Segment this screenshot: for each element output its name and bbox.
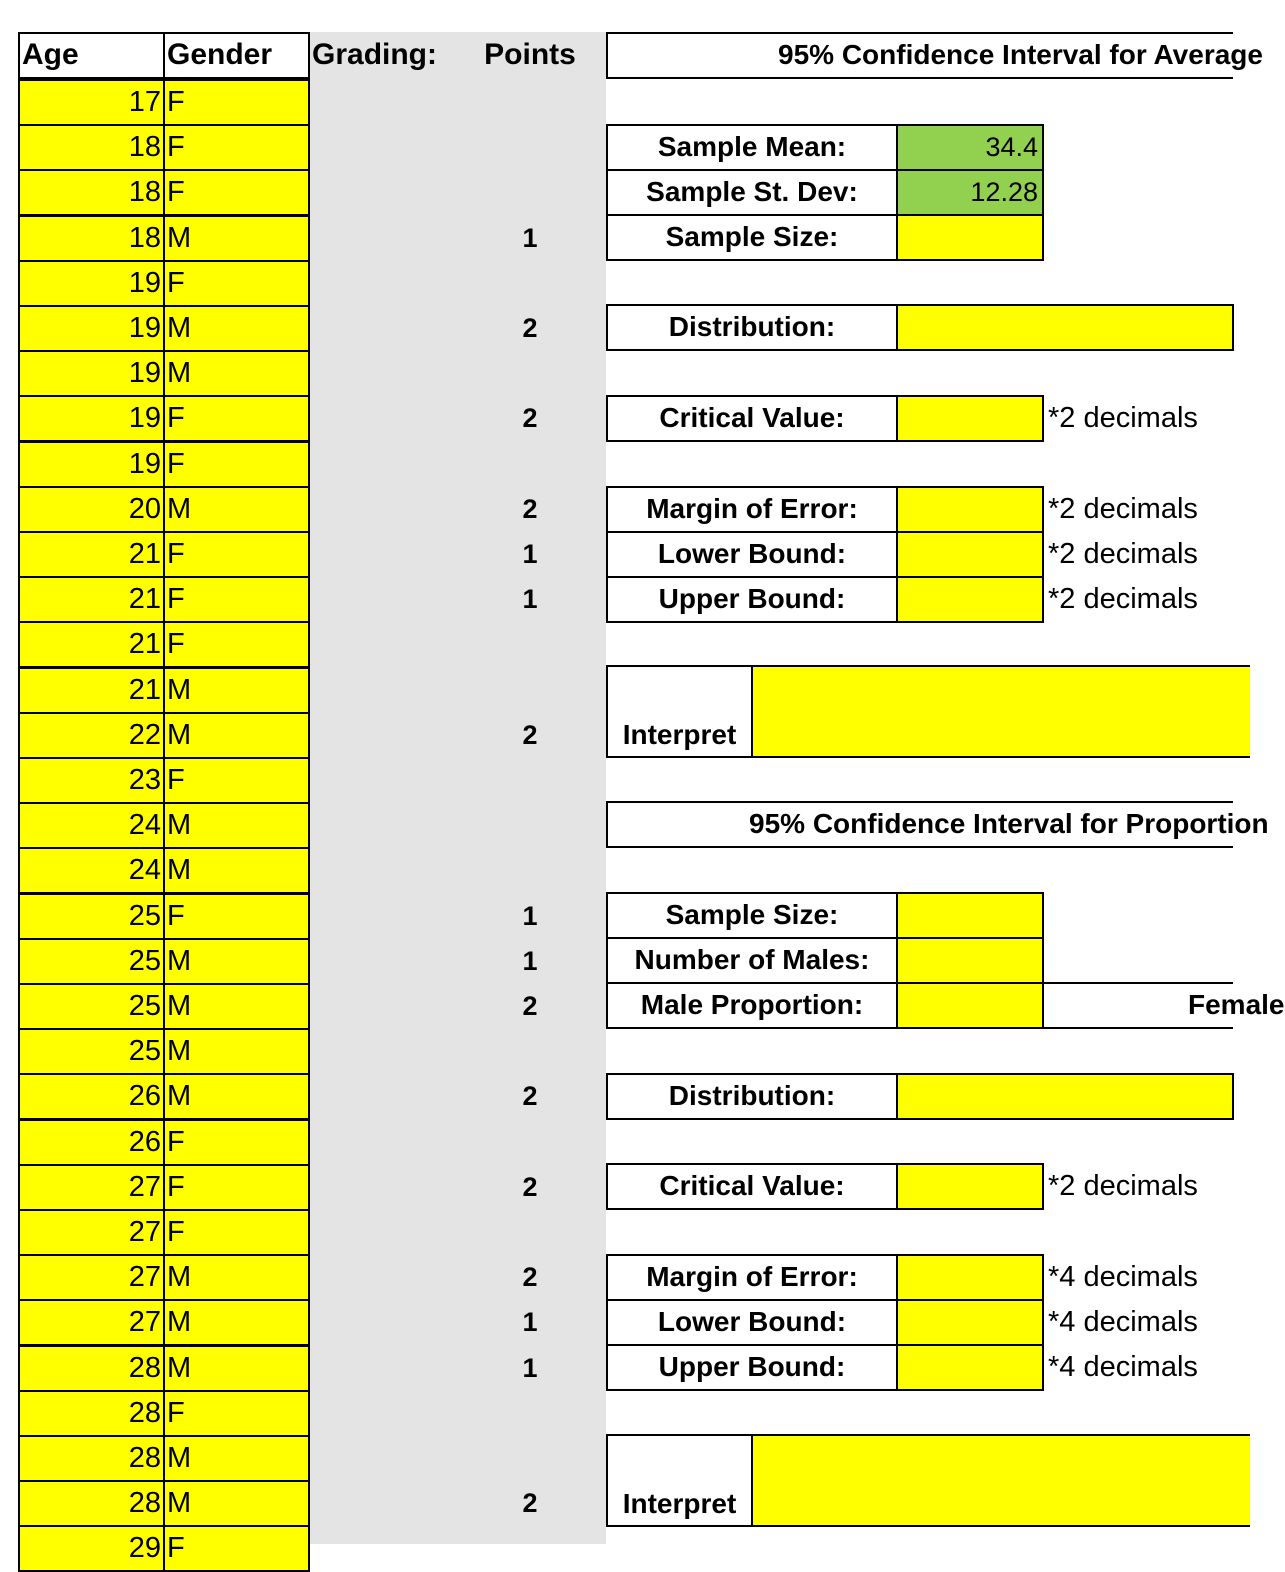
age-cell[interactable]: 25: [18, 893, 165, 940]
points-cell: [470, 126, 590, 169]
prop-interpret-input[interactable]: [751, 1434, 1250, 1527]
gender-cell[interactable]: M: [163, 1254, 310, 1301]
age-cell[interactable]: 17: [18, 79, 165, 126]
gender-cell[interactable]: M: [163, 1480, 310, 1527]
mean-distribution-label[interactable]: Distribution:: [606, 304, 898, 351]
age-cell[interactable]: 27: [18, 1299, 165, 1346]
prop-lower-note: *4 decimals: [1048, 1306, 1198, 1338]
age-cell[interactable]: 25: [18, 938, 165, 985]
prop-interpret-text: Interpret: [622, 1488, 737, 1519]
prop-upper-input[interactable]: [896, 1344, 1044, 1391]
mean-interpret-label[interactable]: [606, 665, 753, 758]
sample-mean-value[interactable]: 34.4: [896, 124, 1044, 171]
sample-sd-value[interactable]: 12.28: [896, 169, 1044, 216]
age-cell[interactable]: 21: [18, 531, 165, 578]
points-cell: [470, 669, 590, 712]
prop-critical-value-label[interactable]: Critical Value:: [606, 1163, 898, 1210]
prop-lower-label[interactable]: Lower Bound:: [606, 1299, 898, 1346]
mean-upper-label[interactable]: Upper Bound:: [606, 576, 898, 623]
prop-margin-note: *4 decimals: [1048, 1261, 1198, 1293]
gender-cell[interactable]: M: [163, 1028, 310, 1075]
prop-upper-note: *4 decimals: [1048, 1351, 1198, 1383]
prop-sample-size-input[interactable]: [896, 892, 1044, 939]
points-cell: [470, 352, 590, 395]
gender-cell[interactable]: F: [163, 1390, 310, 1437]
points-cell: 1: [522, 584, 538, 614]
age-cell[interactable]: 24: [18, 802, 165, 849]
points-cell: 1: [522, 539, 538, 569]
age-cell[interactable]: 18: [18, 124, 165, 171]
male-prop-label[interactable]: Male Proportion:: [606, 982, 898, 1029]
gender-cell[interactable]: F: [163, 621, 310, 668]
age-cell[interactable]: 23: [18, 757, 165, 804]
points-cell: [470, 1121, 590, 1164]
points-cell: [470, 759, 590, 802]
female-prop-label: Female: [1188, 989, 1285, 1020]
mean-lower-note: *2 decimals: [1048, 538, 1198, 570]
gender-cell[interactable]: F: [163, 169, 310, 216]
age-cell[interactable]: 24: [18, 847, 165, 894]
age-cell[interactable]: 26: [18, 1119, 165, 1166]
gender-cell[interactable]: M: [163, 1435, 310, 1482]
points-cell: 2: [522, 403, 538, 433]
mean-interpret-input[interactable]: [751, 665, 1250, 758]
gender-cell[interactable]: M: [163, 1299, 310, 1346]
gender-cell[interactable]: F: [163, 1119, 310, 1166]
points-cell: 2: [522, 494, 538, 524]
header-gender[interactable]: Gender: [167, 38, 273, 71]
age-cell[interactable]: 18: [18, 169, 165, 216]
header-grading: Grading:: [312, 38, 437, 71]
gender-cell[interactable]: M: [163, 802, 310, 849]
age-cell[interactable]: 19: [18, 350, 165, 397]
mean-critical-value-input[interactable]: [896, 395, 1044, 442]
gender-cell[interactable]: M: [163, 305, 310, 352]
points-cell: 2: [522, 1488, 538, 1518]
gender-cell[interactable]: M: [163, 350, 310, 397]
age-cell[interactable]: 29: [18, 1525, 165, 1572]
points-cell: 2: [522, 313, 538, 343]
gender-cell[interactable]: M: [163, 983, 310, 1030]
points-cell: [470, 849, 590, 892]
mean-critical-value-label[interactable]: Critical Value:: [606, 395, 898, 442]
age-cell[interactable]: 25: [18, 983, 165, 1030]
gender-cell[interactable]: F: [163, 260, 310, 307]
mean-margin-note: *2 decimals: [1048, 493, 1198, 525]
mean-critical-value-note: *2 decimals: [1048, 402, 1198, 434]
header-points: Points: [484, 38, 576, 71]
gender-cell[interactable]: F: [163, 893, 310, 940]
points-cell: [470, 1437, 590, 1480]
prop-ci-title: 95% Confidence Interval for Proportion: [749, 808, 1269, 839]
points-cell: [470, 623, 590, 666]
gender-cell[interactable]: F: [163, 395, 310, 442]
age-cell[interactable]: 27: [18, 1209, 165, 1256]
points-cell: 1: [522, 223, 538, 253]
points-cell: 2: [522, 1081, 538, 1111]
mean-lower-label[interactable]: Lower Bound:: [606, 531, 898, 578]
gender-cell[interactable]: M: [163, 712, 310, 759]
prop-lower-input[interactable]: [896, 1299, 1044, 1346]
points-cell: [470, 443, 590, 486]
age-cell[interactable]: 21: [18, 667, 165, 714]
sample-size-input[interactable]: [896, 214, 1044, 261]
age-cell[interactable]: 28: [18, 1345, 165, 1392]
age-cell[interactable]: 19: [18, 260, 165, 307]
age-cell[interactable]: 21: [18, 576, 165, 623]
age-cell[interactable]: 20: [18, 486, 165, 533]
points-cell: [470, 1392, 590, 1435]
points-cell: 1: [522, 1353, 538, 1383]
males-input[interactable]: [896, 937, 1044, 984]
age-cell[interactable]: 19: [18, 395, 165, 442]
points-cell: 2: [522, 991, 538, 1021]
points-cell: [470, 1030, 590, 1073]
age-cell[interactable]: 28: [18, 1435, 165, 1482]
points-cell: [470, 81, 590, 124]
sample-sd-label[interactable]: Sample St. Dev:: [606, 169, 898, 216]
points-cell: [470, 262, 590, 305]
prop-critical-value-note: *2 decimals: [1048, 1170, 1198, 1202]
prop-distribution-input[interactable]: [896, 1073, 1234, 1120]
points-cell: [470, 1211, 590, 1254]
gender-cell[interactable]: F: [163, 1164, 310, 1211]
prop-margin-label[interactable]: Margin of Error:: [606, 1254, 898, 1301]
gender-cell[interactable]: M: [163, 215, 310, 262]
male-prop-input[interactable]: [896, 982, 1044, 1029]
gender-cell[interactable]: M: [163, 1073, 310, 1120]
mean-margin-input[interactable]: [896, 486, 1044, 533]
gender-cell[interactable]: F: [163, 124, 310, 171]
gender-cell[interactable]: F: [163, 531, 310, 578]
age-cell[interactable]: 22: [18, 712, 165, 759]
gender-cell[interactable]: F: [163, 757, 310, 804]
sample-size-label[interactable]: Sample Size:: [606, 214, 898, 261]
prop-ci-title-box[interactable]: [606, 801, 1269, 848]
points-cell: 2: [522, 720, 538, 750]
gender-cell[interactable]: M: [163, 1345, 310, 1392]
age-cell[interactable]: 26: [18, 1073, 165, 1120]
age-cell[interactable]: 21: [18, 621, 165, 668]
points-cell: 2: [522, 1172, 538, 1202]
gender-cell[interactable]: M: [163, 486, 310, 533]
points-cell: 1: [522, 946, 538, 976]
prop-distribution-label[interactable]: Distribution:: [606, 1073, 898, 1120]
points-cell: [470, 1527, 590, 1570]
points-cell: [470, 804, 590, 847]
age-cell[interactable]: 19: [18, 305, 165, 352]
female-prop-label-box[interactable]: [1042, 982, 1285, 1029]
age-cell[interactable]: 27: [18, 1254, 165, 1301]
prop-interpret-label[interactable]: [606, 1434, 753, 1527]
prop-sample-size-label[interactable]: Sample Size:: [606, 892, 898, 939]
prop-margin-input[interactable]: [896, 1254, 1044, 1301]
points-cell: 2: [522, 1262, 538, 1292]
sample-mean-label[interactable]: Sample Mean:: [606, 124, 898, 171]
mean-interpret-text: Interpret: [622, 719, 737, 750]
mean-upper-input[interactable]: [896, 576, 1044, 623]
age-cell[interactable]: 28: [18, 1390, 165, 1437]
age-cell[interactable]: 19: [18, 441, 165, 488]
mean-upper-note: *2 decimals: [1048, 583, 1198, 615]
gender-cell[interactable]: M: [163, 938, 310, 985]
points-cell: [470, 171, 590, 214]
age-cell[interactable]: 18: [18, 215, 165, 262]
points-cell: 1: [522, 1307, 538, 1337]
prop-upper-label[interactable]: Upper Bound:: [606, 1344, 898, 1391]
header-age[interactable]: Age: [22, 38, 79, 71]
age-cell[interactable]: 25: [18, 1028, 165, 1075]
gender-cell[interactable]: F: [163, 441, 310, 488]
age-cell[interactable]: 28: [18, 1480, 165, 1527]
gender-cell[interactable]: F: [163, 576, 310, 623]
gender-cell[interactable]: M: [163, 847, 310, 894]
points-cell: 1: [522, 901, 538, 931]
gender-cell[interactable]: F: [163, 1525, 310, 1572]
mean-ci-title-box[interactable]: [606, 32, 1263, 79]
males-label[interactable]: Number of Males:: [606, 937, 898, 984]
gender-cell[interactable]: M: [163, 667, 310, 714]
gender-cell[interactable]: F: [163, 1209, 310, 1256]
mean-margin-label[interactable]: Margin of Error:: [606, 486, 898, 533]
prop-critical-value-input[interactable]: [896, 1163, 1044, 1210]
mean-distribution-input[interactable]: [896, 304, 1234, 351]
gender-cell[interactable]: F: [163, 79, 310, 126]
mean-lower-input[interactable]: [896, 531, 1044, 578]
mean-ci-title: 95% Confidence Interval for Average: [778, 39, 1263, 70]
age-cell[interactable]: 27: [18, 1164, 165, 1211]
